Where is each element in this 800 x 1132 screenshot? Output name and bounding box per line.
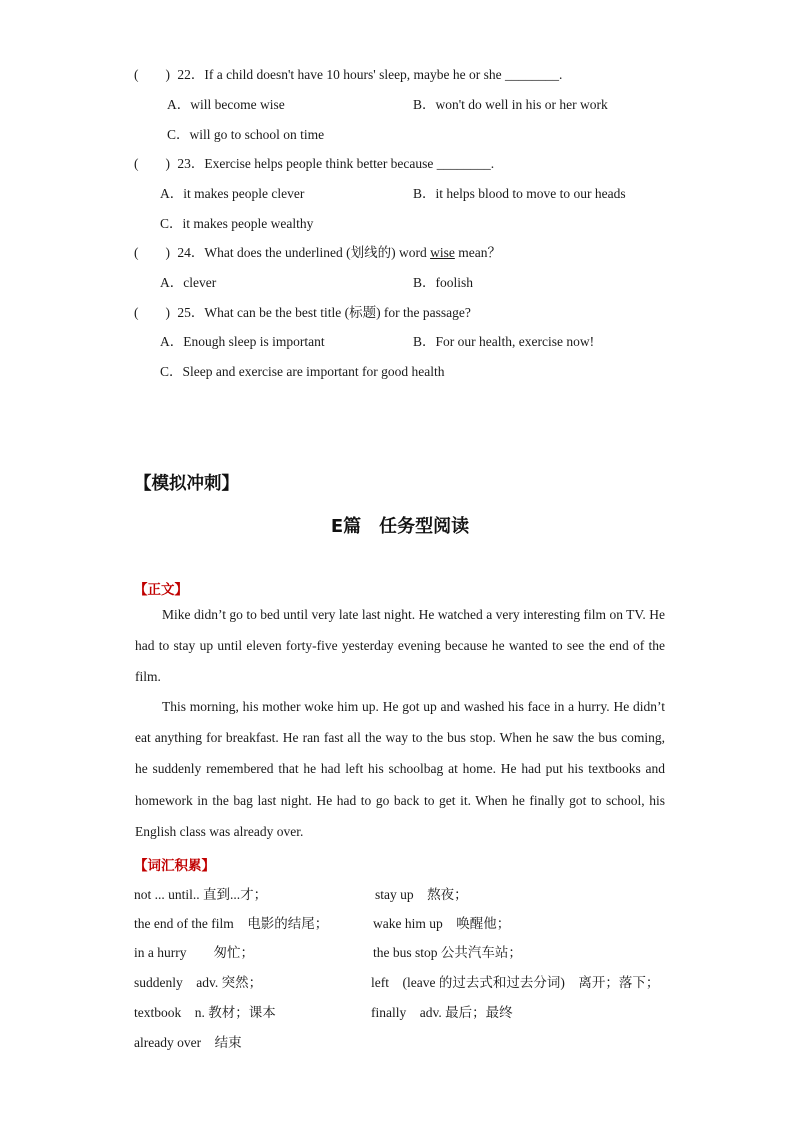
option-b: B．won't do well in his or her work xyxy=(413,97,608,112)
vocab-item: in a hurry 匆忙； xyxy=(134,945,254,960)
vocab-item: not ... until.. 直到...才； xyxy=(134,887,268,902)
vocab-item: the bus stop 公共汽车站； xyxy=(373,945,522,960)
passage-paragraph-2: This morning, his mother woke him up. He got up and washed his face in a hurry. He didn’t eat anything for breakfast. He ran fast all the way to the bus stop. When he saw the bus coming, he suddenly remembered that he had left his schoolbag at home. He had put his textbooks and homework in the bag last night. He had to go back to get it. When he finally got to school, his English class was already over. xyxy=(135,699,665,839)
vocab-item: wake him up 唤醒他； xyxy=(373,916,511,931)
vocab-label: 【词汇积累】 xyxy=(134,858,215,874)
option-b: B．foolish xyxy=(413,275,474,290)
question-stem: 25．What can be the best title (标题) for the passage? xyxy=(177,305,471,320)
option-c: C．Sleep and exercise are important for good health xyxy=(160,364,445,379)
answer-bracket: ( ) xyxy=(134,156,170,171)
answer-bracket: ( ) xyxy=(134,245,170,260)
vocab-item: suddenly adv. 突然； xyxy=(134,975,263,990)
question-24 xyxy=(134,241,501,261)
option-b: B．For our health, exercise now! xyxy=(413,334,595,349)
text-label: 【正文】 xyxy=(134,582,188,598)
option-c: C．will go to school on time xyxy=(167,127,325,142)
answer-bracket: ( ) xyxy=(134,305,170,320)
question-stem: 24．What does the underlined (划线的) word wise mean？ xyxy=(177,245,501,260)
option-b: B．it helps blood to move to our heads xyxy=(413,186,626,201)
passage-paragraph-1: Mike didn’t go to bed until very late last night. He watched a very interesting film on TV. He had to stay up until eleven forty-five yesterday evening because he wanted to see the end of the film. xyxy=(135,607,665,685)
underlined-word: wise xyxy=(430,245,455,260)
vocab-item: textbook n. 教材；课本 xyxy=(134,1005,276,1020)
section-heading: 【模拟冲刺】 xyxy=(134,474,239,494)
question-25 xyxy=(134,301,471,321)
vocab-item: left (leave 的过去式和过去分词) 离开；落下； xyxy=(371,975,660,990)
vocab-item: finally adv. 最后；最终 xyxy=(371,1005,513,1020)
option-a: A．will become wise xyxy=(167,97,285,112)
option-a: A．Enough sleep is important xyxy=(160,334,325,349)
answer-bracket: ( ) xyxy=(134,67,170,82)
vocab-item: already over 结束 xyxy=(134,1035,242,1050)
option-c: C．it makes people wealthy xyxy=(160,216,314,231)
question-23 xyxy=(134,152,494,172)
vocab-item: stay up 熬夜； xyxy=(375,887,468,902)
option-a: A．clever xyxy=(160,275,217,290)
question-stem: 22．If a child doesn't have 10 hours' sleep, maybe he or she ________. xyxy=(177,67,563,82)
option-a: A．it makes people clever xyxy=(160,186,305,201)
passage-title: E篇 任务型阅读 xyxy=(330,516,470,537)
vocab-item: the end of the film 电影的结尾； xyxy=(134,916,329,931)
question-22 xyxy=(134,63,562,83)
question-stem: 23．Exercise helps people think better because ________. xyxy=(177,156,495,171)
